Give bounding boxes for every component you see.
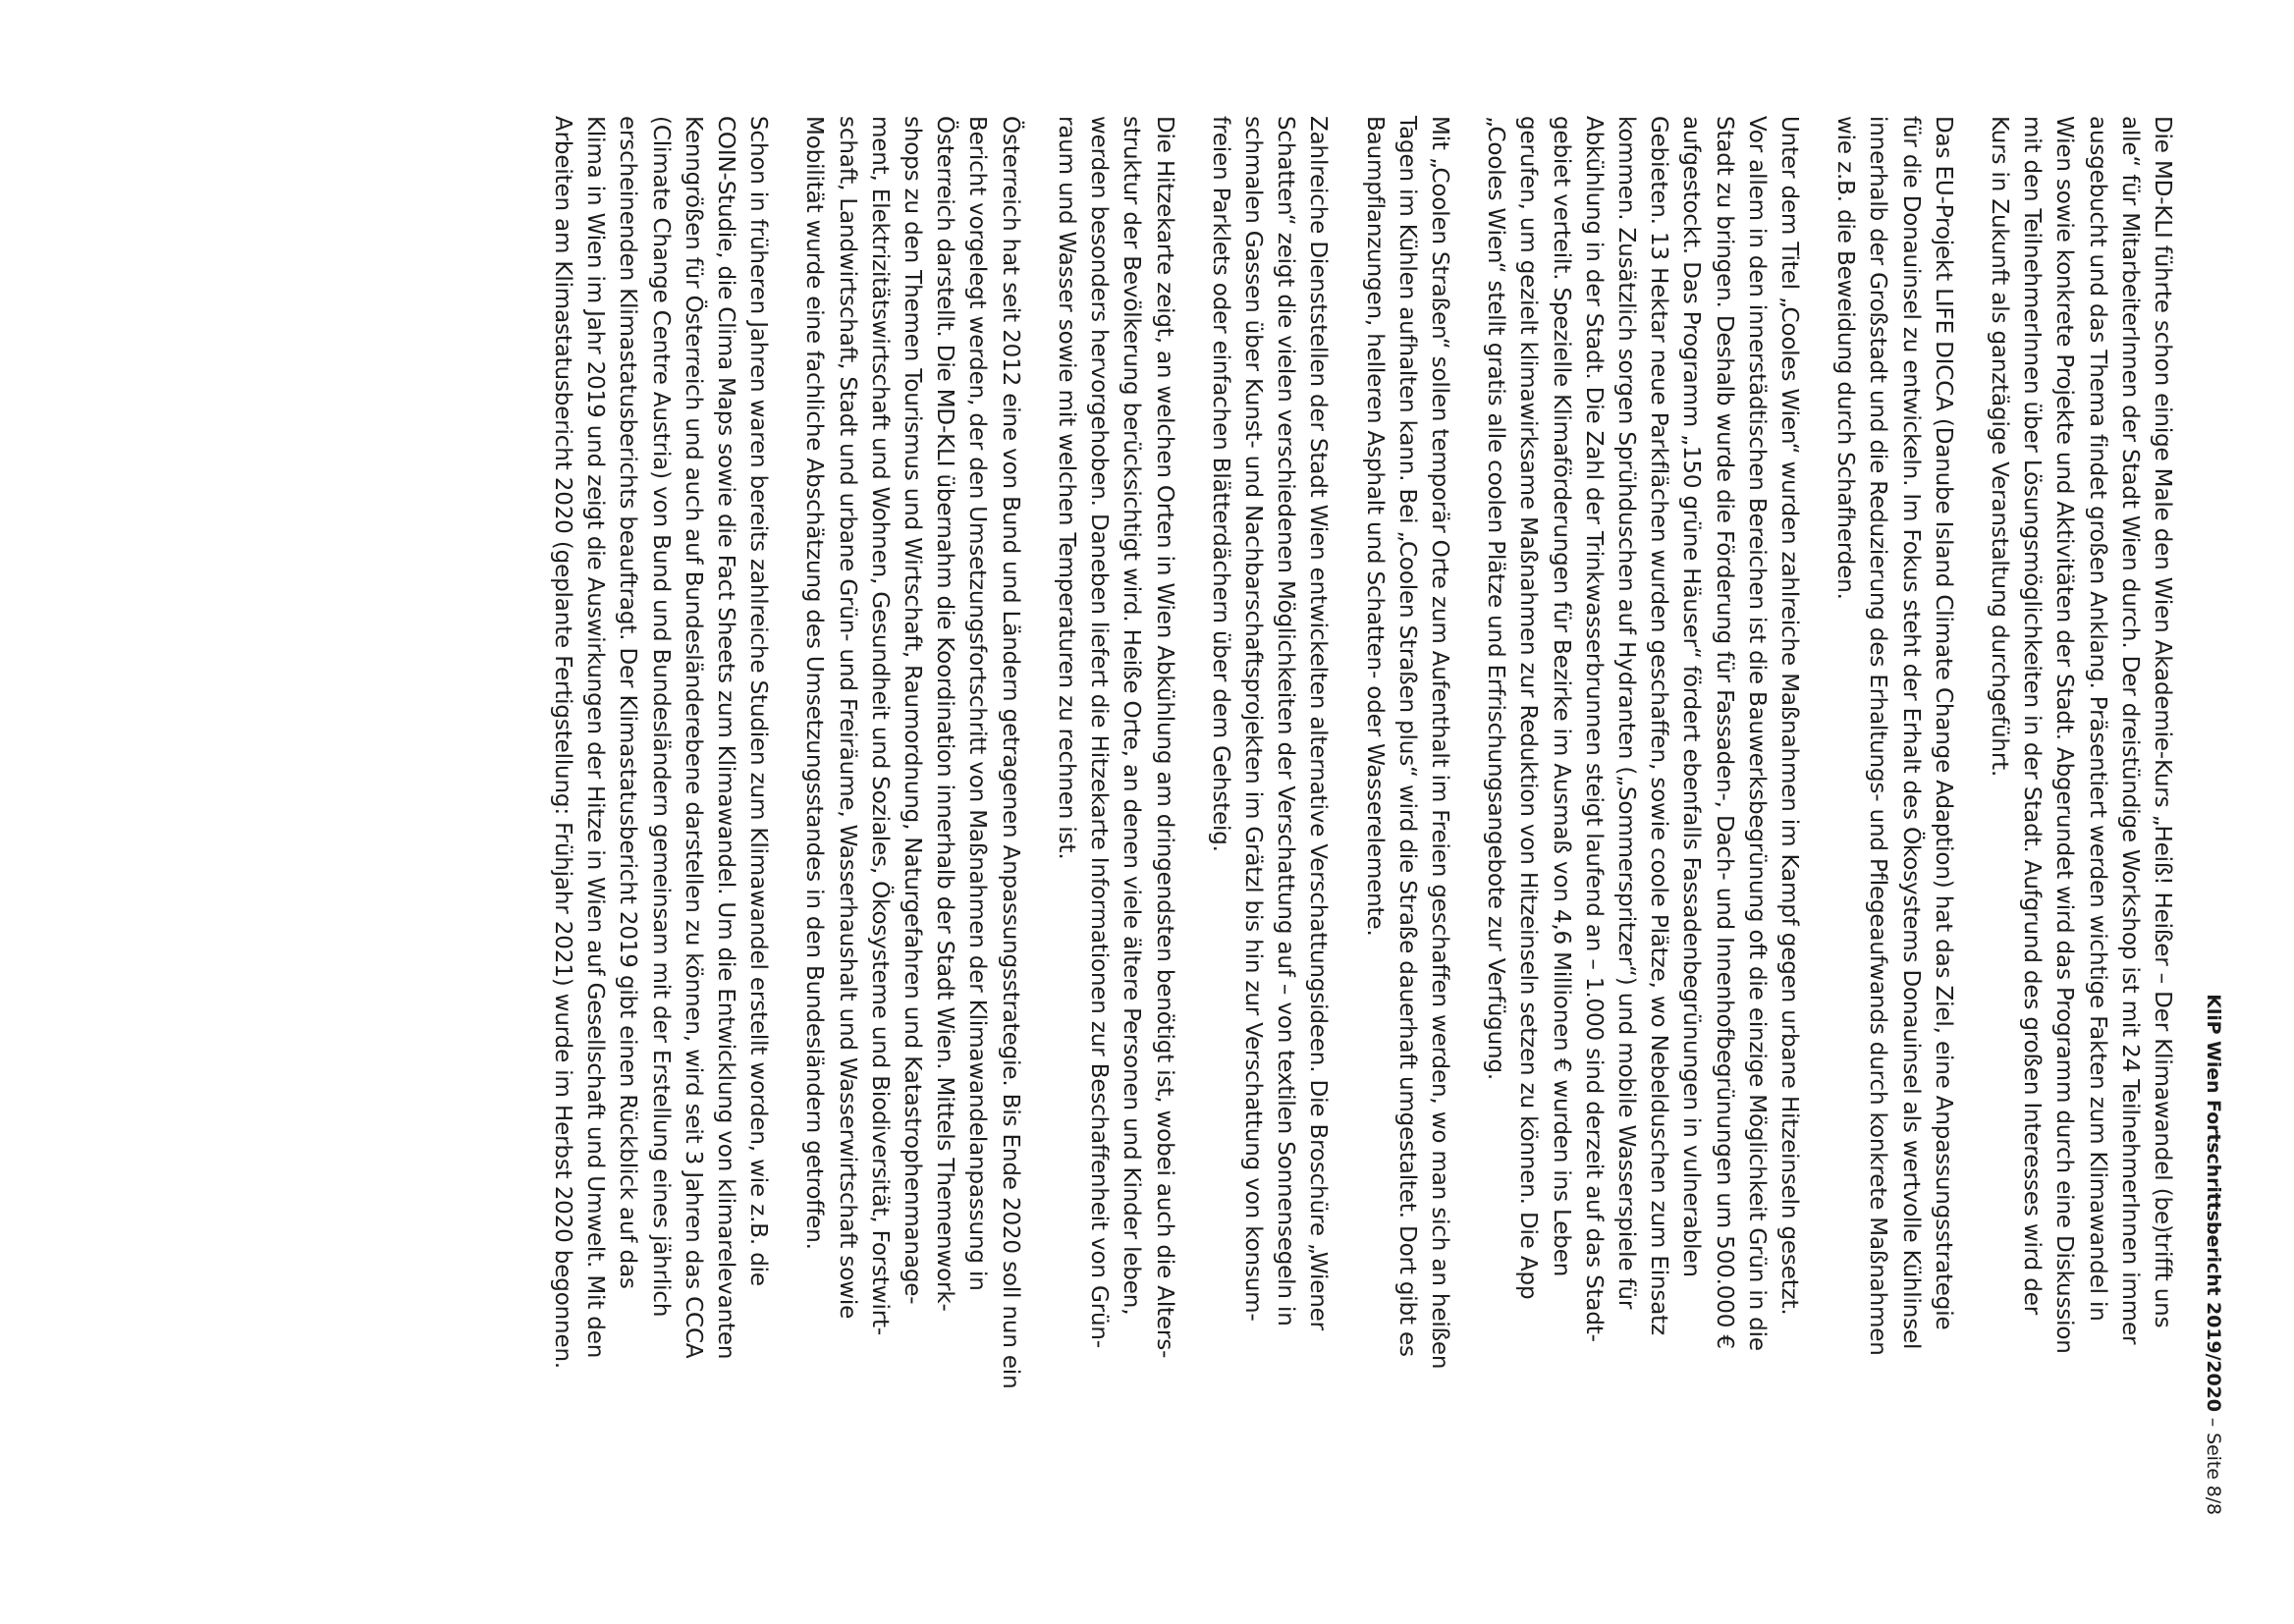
paragraph-cooles-wien: Unter dem Titel „Cooles Wien“ wurden zahlreiche Maßnahmen im Kampf gegen urbane Hitzeinseln gesetzt. Vor allem in den innerstädtischen Bereichen ist die Bauwerksbegrünung oft die einzige Möglichkeit Grün in die Stadt zu bringen. Deshalb wurde die Förderung für Fassaden-, Dach- und Innenhofbegrünungen um 500.000 € aufgestockt. Das Programm „150 grüne Häuser“ fördert ebenfalls Fassadenbegrünungen in vulnerablen Gebieten. 13 Hektar neue Parkflächen wurden geschaffen, sowie coole Plätze, wo Nebelduschen zum Einsatz kommen. Zusätzlich sorgen Sprühduschen auf Hydranten („Sommerspritzer“) und mobile Wasserspiele für Abkühlung in der Stadt. Die Zahl der Trinkwasserbrunnen steigt laufend an – 1.000 sind derzeit auf das Stadt- gebiet verteilt. Spezielle Klimaförderungen für Bezirke im Ausmaß von 4,6 Millionen € wurden ins Leben gerufen, um gezielt klimawirksame Maßnahmen zur Reduktion von Hitzeinseln setzen zu können. Die App „Cooles Wien“ stellt gratis alle coolen Plätze und Erfrischungsangebote zur Verfügung. (1483, 116, 1802, 1351)
paragraph-wien-akademie-kurs: Die MD-KLI führte schon einige Male den Wien Akademie-Kurs „Heiß! Heißer – Der Klimawandel (be)trifft uns alle“ für MitarbeiterInnen der Stadt Wien durch. Der dreistündige Workshop ist mit 24 TeilnehmerInnen immer ausgebucht und das Thema findet großen Anklang. Präsentiert werden wichtige Fakten zum Klimawandel in Wien sowie konkrete Projekte und Aktivitäten der Stadt. Abgerundet wird das Programm durch eine Diskussion mit den TeilnehmerInnen über Lösungsmöglichkeiten in der Stadt. Aufgrund des großen Interesses wird der Kurs in Zukunft als ganztägige Veranstaltung durchgeführt. (1986, 116, 2175, 1354)
paragraph-hitzekarte: Die Hitzekarte zeigt, an welchen Orten in Wien Abkühlung am dringendsten benötigt ist, wobei auch die Alters- struktur der Bevölkerung berücksichtigt wird. Heiße Orte, an denen viele ältere Personen und Kinder leben, werden besonders hervorgehoben. Daneben liefert die Hitzekarte Informationen zur Beschaffenheit von Grün- raum und Wasser sowie mit welchen Temperaturen zu rechnen ist. (1053, 116, 1177, 1359)
body-text (522, 116, 2178, 1530)
paragraph-wiener-schatten: Zahlreiche Dienststellen der Stadt Wien entwickelten alternative Verschattungsideen. Die Broschüre „Wiener Schatten“ zeigt die vielen verschiedenen Möglichkeiten der Verschattung auf – von textilen Sonnensegeln in schmalen Gassen über Kunst- und Nachbarschaftsprojekten im Grätzl bis hin zur Verschattung von konsum- freien Parklets oder einfachen Blätterdächern über dem Gehsteig. (1207, 116, 1332, 1330)
paragraph-klimastatusbericht: Schon in früheren Jahren waren bereits zahlreiche Studien zum Klimawandel erstellt worden, wie z.B. die COIN-Studie, die Clima Maps sowie die Fact Sheets zum Klimawandel. Um die Entwicklung von klimarelevanten Kenngrößen für Österreich und auch auf Bundesländerebene darstellen zu können, wird seit 3 Jahren das CCCA (Climate Change Centre Austria) von Bund und Bundesländern gemeinsam mit der Erstellung eines jährlich erscheinenden Klimastatusberichts beauftragt. Der Klimastatusbericht 2019 gibt einen Rückblick auf das Klima in Wien im Jahr 2019 und zeigt die Auswirkungen der Hitze in Wien auf Gesellschaft und Umwelt. Mit den Arbeiten am Klimastatusbericht 2020 (geplante Fertigstellung: Frühjahr 2021) wurde im Herbst 2020 begonnen. (550, 116, 772, 1370)
paragraph-coole-strassen: Mit „Coolen Straßen“ sollen temporär Orte zum Aufenthalt im Freien geschaffen werden, wo man sich an heißen Tagen im Kühlen aufhalten kann. Bei „Coolen Straßen plus“ wird die Straße dauerhaft umgestaltet. Dort gibt es Baumpflanzungen, helleren Asphalt und Schatten- oder Wasserelemente. (1361, 116, 1452, 1370)
paragraph-life-dicca: Das EU-Projekt LIFE DICCA (Danube Island Climate Change Adaption) hat das Ziel, eine Anpassungsstrategie für die Donauinsel zu entwickeln. Im Fokus steht der Erhalt des Ökosystems Donauinsel als wertvolle Kühlinsel innerhalb der Großstadt und die Reduzierung des Erhaltungs- und Pflegeaufwands durch konkrete Maßnahmen wie z.B. die Beweidung durch Schafherden. (1832, 116, 1956, 1356)
header-separator: – (2203, 1411, 2224, 1434)
page-number: Seite 8/8 (2203, 1433, 2224, 1515)
document-title: KliP Wien Fortschrittsbericht 2019/2020 (2203, 994, 2224, 1412)
running-header (2202, 0, 2225, 1515)
paragraph-anpassungsstrategie: Österreich hat seit 2012 eine von Bund und Ländern getragenen Anpassungsstrategie. Bis Ende 2020 soll nun ein Bericht vorgelegt werden, der den Umsetzungsfortschritt von Maßnahmen der Klimawandelanpassung in Österreich darstellt. Die MD-KLI übernahm die Koordination innerhalb der Stadt Wien. Mittels Themenwork- shops zu den Themen Tourismus und Wirtschaft, Raumordnung, Naturgefahren und Katastrophenmanage- ment, Elektrizitätswirtschaft und Wohnen, Gesundheit und Soziales, Ökosysteme und Biodiversität, Forstwirt- schaft, Landwirtschaft, Stadt und urbane Grün- und Freiräume, Wasserhaushalt und Wasserwirtschaft sowie Mobilität wurde eine fachliche Abschätzung des Umsetzungsstandes in den Bundesländern getroffen. (801, 116, 1023, 1389)
